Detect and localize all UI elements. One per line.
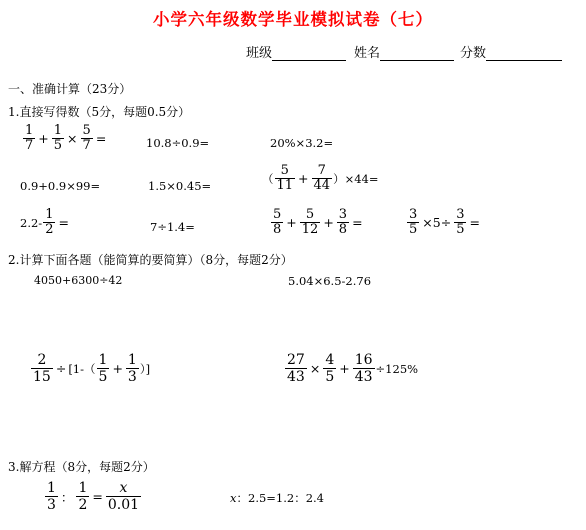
- fraction: $\frac{1}{7}$: [25, 123, 34, 153]
- problem-9: $\frac{5}{8}$ + $\frac{5}{12}$ + $\frac{3}{8}$ =: [273, 207, 363, 237]
- fraction: $\frac{2}{15}$: [33, 352, 51, 385]
- q1-heading: 1.直接写得数（5分，每题0.5分）: [8, 105, 191, 119]
- class-blank[interactable]: [272, 47, 346, 61]
- problem-3: 20%×3.2=: [270, 136, 334, 150]
- q2-heading: 2.计算下面各题（能简算的要简算）（8分，每题2分）: [8, 253, 293, 267]
- section1-heading: 一、准确计算（23分）: [8, 82, 132, 96]
- calc-2: 5.04×6.5-2.76: [288, 274, 372, 288]
- fraction: $\frac{5}{12}$: [301, 207, 319, 237]
- fraction: $\frac{3}{5}$: [456, 207, 465, 237]
- fraction: $\frac{5}{8}$: [273, 207, 282, 237]
- fraction: $\frac{1}{2}$: [78, 480, 88, 513]
- fraction: $\frac{16}{43}$: [354, 352, 373, 385]
- problem-6: （ $\frac{5}{11}$ + $\frac{7}{44}$ ）×44=: [262, 163, 379, 193]
- problem-4: 0.9+0.9×99=: [20, 179, 101, 193]
- fraction: $\frac{1}{5}$: [53, 123, 63, 153]
- equation-2: x ：2.5=1.2：2.4: [230, 491, 325, 505]
- q3-heading: 3.解方程（8分，每题2分）: [8, 460, 155, 474]
- fraction: $\frac{5}{7}$: [82, 123, 91, 153]
- name-label: 姓名: [354, 46, 381, 61]
- problem-7: 2.2- $\frac{1}{2}$ =: [20, 207, 69, 237]
- calc-4: $\frac{27}{43}$ × $\frac{4}{5}$ + $\frac{16}{43}$ ÷125%: [287, 352, 419, 385]
- problem-2: 10.8÷0.9=: [146, 136, 210, 150]
- fraction: $\frac{1}{5}$: [98, 352, 108, 385]
- score-field: [460, 42, 562, 61]
- fraction: $\frac{4}{5}$: [325, 352, 335, 385]
- problem-8: 7÷1.4=: [150, 220, 195, 234]
- fraction: $\frac{5}{11}$: [276, 163, 294, 193]
- calc-1: 4050+6300÷42: [34, 274, 123, 287]
- class-field: [246, 42, 346, 61]
- fraction: $\frac{1}{3}$: [47, 480, 56, 513]
- fraction: $\frac{3}{8}$: [338, 207, 348, 237]
- name-field: [354, 42, 454, 61]
- fraction: $\frac{x}{0.01}$: [107, 480, 140, 513]
- fraction: $\frac{7}{44}$: [313, 163, 331, 193]
- fraction: $\frac{3}{5}$: [409, 207, 418, 237]
- fraction: $\frac{1}{3}$: [127, 352, 137, 385]
- calc-3: $\frac{2}{15}$ ÷ [1-（ $\frac{1}{5}$ + $\frac{1}{3}$ ）]: [33, 352, 151, 385]
- fraction: $\frac{1}{2}$: [45, 207, 54, 237]
- problem-10: $\frac{3}{5}$ ×5÷ $\frac{3}{5}$ =: [409, 207, 480, 237]
- score-label: 分数: [460, 46, 487, 61]
- name-blank[interactable]: [380, 47, 454, 61]
- problem-1: $\frac{1}{7}$ + $\frac{1}{5}$ × $\frac{5}{7}$ =: [25, 123, 107, 153]
- fraction: $\frac{27}{43}$: [287, 352, 305, 385]
- problem-5: 1.5×0.45=: [148, 179, 212, 193]
- score-blank[interactable]: [486, 47, 562, 61]
- class-label: 班级: [246, 46, 273, 61]
- page-title: 小学六年级数学毕业模拟试卷（七）: [153, 10, 433, 29]
- equation-1: $\frac{1}{3}$ ： $\frac{1}{2}$ = $\frac{x}{0.01}$: [47, 480, 140, 513]
